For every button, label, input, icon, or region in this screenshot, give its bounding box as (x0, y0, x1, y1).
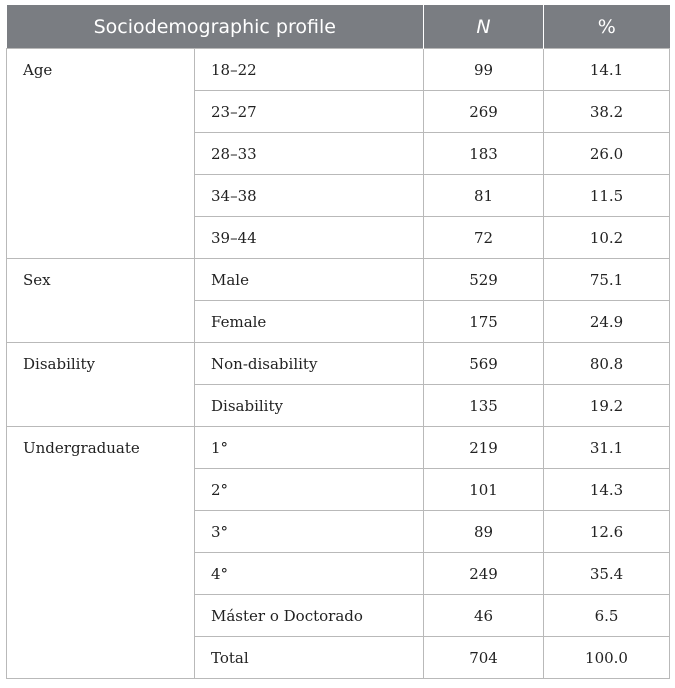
table-body (7, 49, 670, 679)
category-cell: Disability (195, 385, 424, 427)
count-cell: 219 (424, 427, 544, 469)
category-cell: 1° (195, 427, 424, 469)
percent-cell: 6.5 (544, 595, 670, 637)
percent-cell: 35.4 (544, 553, 670, 595)
percent-cell: 38.2 (544, 91, 670, 133)
group-label: Sex (7, 259, 195, 343)
group-label: Age (7, 49, 195, 259)
count-cell: 135 (424, 385, 544, 427)
category-cell: 4° (195, 553, 424, 595)
count-cell: 72 (424, 217, 544, 259)
count-cell: 81 (424, 175, 544, 217)
category-cell: Total (195, 637, 424, 679)
table-row (7, 49, 670, 91)
count-cell: 704 (424, 637, 544, 679)
category-cell: 2° (195, 469, 424, 511)
count-cell: 99 (424, 49, 544, 91)
count-cell: 89 (424, 511, 544, 553)
sociodemographic-table-container (6, 5, 669, 679)
percent-cell: 31.1 (544, 427, 670, 469)
header-percent: % (544, 5, 670, 49)
percent-cell: 75.1 (544, 259, 670, 301)
percent-cell: 14.1 (544, 49, 670, 91)
count-cell: 175 (424, 301, 544, 343)
category-cell: Máster o Doctorado (195, 595, 424, 637)
category-cell: 39–44 (195, 217, 424, 259)
category-cell: Male (195, 259, 424, 301)
group-label: Disability (7, 343, 195, 427)
table-row (7, 343, 670, 385)
count-cell: 183 (424, 133, 544, 175)
percent-cell: 80.8 (544, 343, 670, 385)
count-cell: 46 (424, 595, 544, 637)
percent-cell: 11.5 (544, 175, 670, 217)
category-cell: 23–27 (195, 91, 424, 133)
percent-cell: 12.6 (544, 511, 670, 553)
table-header (7, 5, 670, 49)
percent-cell: 19.2 (544, 385, 670, 427)
category-cell: 34–38 (195, 175, 424, 217)
percent-cell: 100.0 (544, 637, 670, 679)
percent-cell: 26.0 (544, 133, 670, 175)
count-cell: 529 (424, 259, 544, 301)
header-n: N (424, 5, 544, 49)
percent-cell: 24.9 (544, 301, 670, 343)
count-cell: 569 (424, 343, 544, 385)
count-cell: 101 (424, 469, 544, 511)
category-cell: 18–22 (195, 49, 424, 91)
group-label: Undergraduate (7, 427, 195, 679)
table-row (7, 427, 670, 469)
category-cell: Female (195, 301, 424, 343)
category-cell: Non-disability (195, 343, 424, 385)
header-row (7, 5, 670, 49)
count-cell: 249 (424, 553, 544, 595)
percent-cell: 14.3 (544, 469, 670, 511)
table-row (7, 259, 670, 301)
category-cell: 3° (195, 511, 424, 553)
sociodemographic-table (6, 5, 670, 679)
count-cell: 269 (424, 91, 544, 133)
category-cell: 28–33 (195, 133, 424, 175)
header-profile: Sociodemographic profile (7, 5, 424, 49)
percent-cell: 10.2 (544, 217, 670, 259)
